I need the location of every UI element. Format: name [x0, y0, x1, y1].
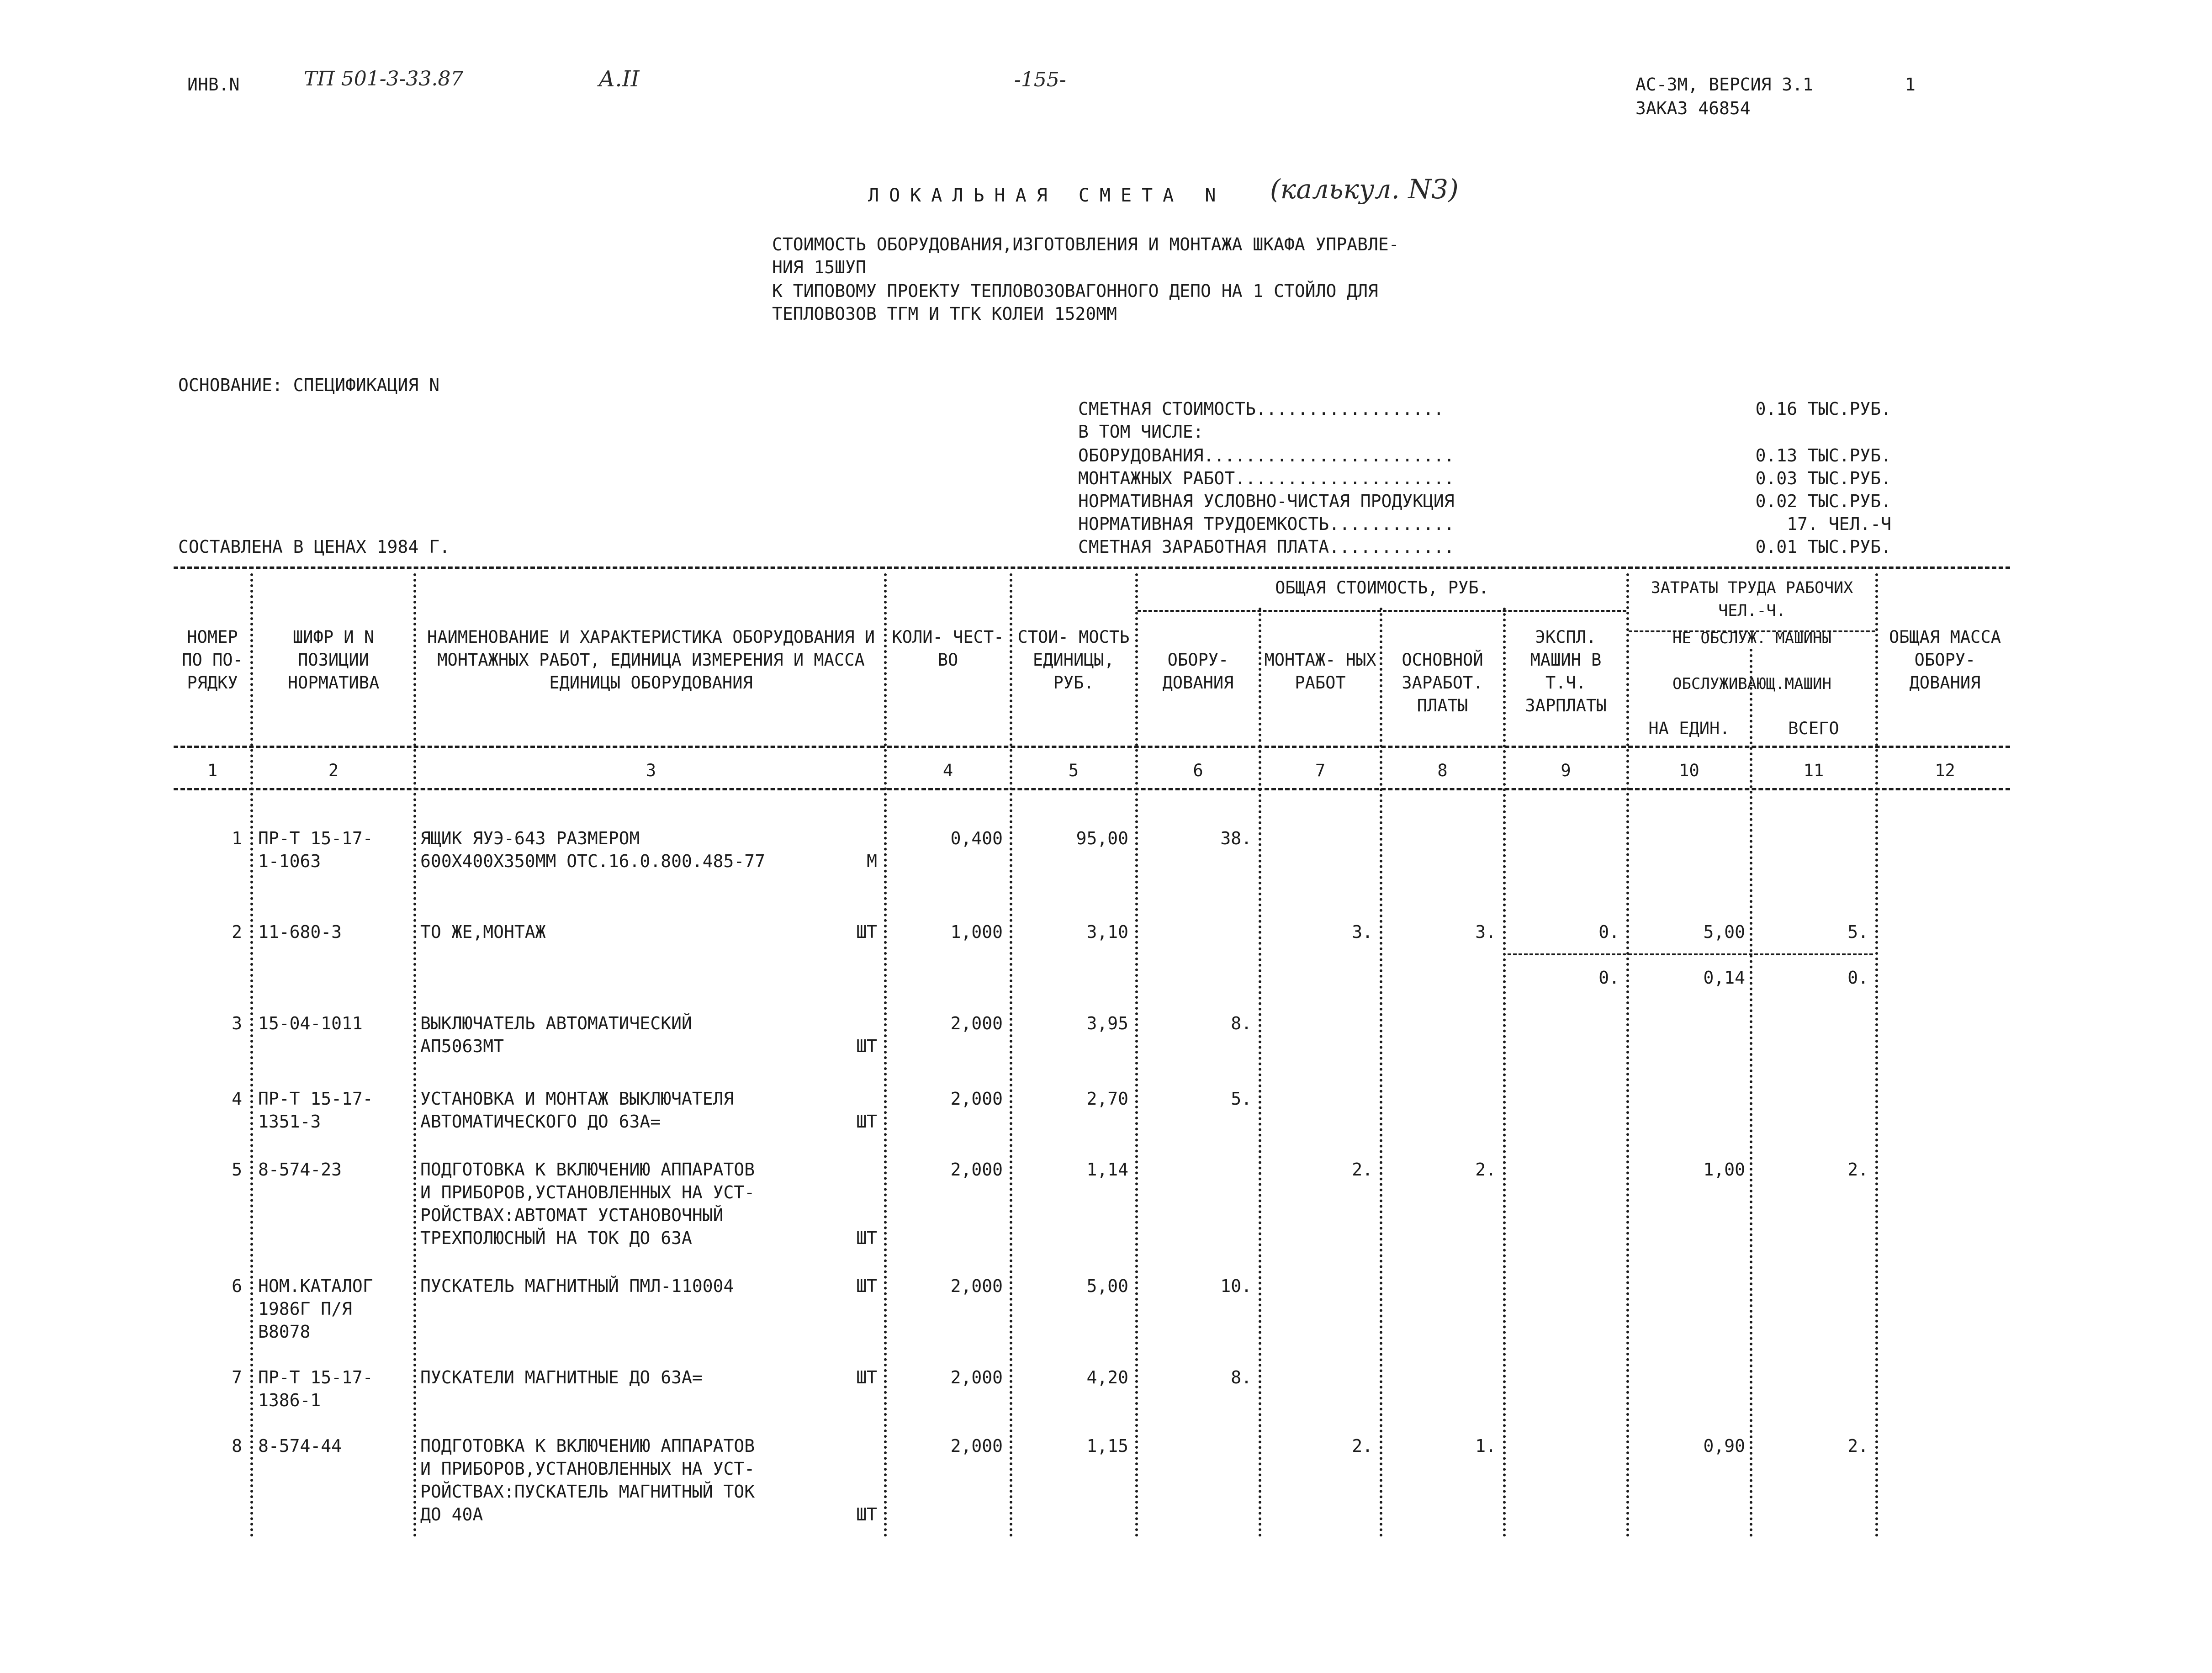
cell-unit-l: 1,00	[1703, 1159, 1745, 1180]
cell-name: ПУСКАТЕЛЬ МАГНИТНЫЙ ПМЛ-110004	[420, 1276, 734, 1296]
summary-value: 0.03 ТЫС.РУБ.	[1755, 468, 1891, 488]
description-line: К ТИПОВОМУ ПРОЕКТУ ТЕПЛОВОЗОВАГОННОГО ДЕПО НА 1 СТОЙЛО ДЛЯ	[772, 281, 1378, 301]
cell-qty: 1,000	[950, 922, 1003, 942]
col-number: 8	[1437, 761, 1448, 780]
col-header-name: НАИМЕНОВАНИЕ И ХАРАКТЕРИСТИКА ОБОРУДОВАНИЯ И МОНТАЖНЫХ РАБОТ, ЕДИНИЦА ИЗМЕРЕНИЯ И МАССА ЕДИНИЦЫ ОБОРУДОВАНИЯ	[427, 627, 875, 693]
cell-n: 4	[232, 1089, 242, 1109]
cell-total-l: 2.	[1847, 1436, 1868, 1456]
cell-name: ПУСКАТЕЛИ МАГНИТНЫЕ ДО 63А=	[420, 1367, 703, 1387]
summary-value: 17. ЧЕЛ.-Ч	[1787, 514, 1891, 534]
cell-mount: 2.	[1352, 1159, 1373, 1180]
cell-unit: М	[867, 851, 877, 871]
cell-unit: ШТ	[856, 1112, 877, 1132]
order-number: ЗАКАЗ 46854	[1635, 98, 1751, 118]
cell-qty: 2,000	[950, 1276, 1003, 1296]
col-header-wage: ОСНОВНОЙ ЗАРАБОТ. ПЛАТЫ	[1402, 650, 1483, 715]
summary-label: СМЕТНАЯ СТОИМОСТЬ..................	[1078, 399, 1444, 419]
cell-mach: 0.	[1598, 922, 1619, 942]
summary-label: В ТОМ ЧИСЛЕ:	[1078, 422, 1204, 442]
cell-unit-l: 0,90	[1703, 1436, 1745, 1456]
cell-mach2: 0.	[1598, 968, 1619, 988]
column-separator	[250, 573, 253, 1537]
column-separator	[1750, 649, 1752, 1537]
cell-unit: ШТ	[856, 922, 877, 942]
cell-n: 5	[232, 1159, 242, 1180]
header-bottom-rule	[174, 746, 2010, 748]
cell-price: 5,00	[1086, 1276, 1128, 1296]
cell-price: 3,10	[1086, 922, 1128, 942]
cell-qty: 2,000	[950, 1159, 1003, 1180]
description-line: СТОИМОСТЬ ОБОРУДОВАНИЯ,ИЗГОТОВЛЕНИЯ И МОНТАЖА ШКАФА УПРАВЛЕ-	[772, 234, 1399, 254]
summary-value: 0.13 ТЫС.РУБ.	[1755, 445, 1891, 466]
album-number: А.II	[598, 66, 640, 92]
cell-n: 1	[232, 828, 242, 848]
cell-code: 8-574-23	[258, 1159, 342, 1180]
cell-price: 95,00	[1076, 828, 1128, 848]
col-header-per-unit: НА ЕДИН.	[1648, 719, 1730, 738]
col-number: 6	[1193, 761, 1203, 780]
cell-unit: ШТ	[856, 1276, 877, 1296]
group-header-total-cost: ОБЩАЯ СТОИМОСТЬ, РУБ.	[1275, 578, 1489, 598]
col-header-qty: КОЛИ- ЧЕСТ- ВО	[892, 627, 1004, 670]
col-header-equipment: ОБОРУ- ДОВАНИЯ	[1162, 650, 1234, 693]
cell-code: НОМ.КАТАЛОГ 1986Г П/Я В8078	[258, 1276, 373, 1342]
cell-code: 15-04-1011	[258, 1013, 363, 1033]
cell-wage: 3.	[1475, 922, 1496, 942]
cell-n: 7	[232, 1367, 242, 1387]
cell-name: ЯЩИК ЯУЭ-643 РАЗМЕРОМ 600Х400Х350ММ ОТС.16.0.800.485-77	[420, 828, 765, 871]
summary-label: НОРМАТИВНАЯ УСЛОВНО-ЧИСТАЯ ПРОДУКЦИЯ	[1078, 491, 1455, 511]
cell-qty: 2,000	[950, 1013, 1003, 1033]
cell-name: ТО ЖЕ,МОНТАЖ	[420, 922, 546, 942]
col-number: 5	[1068, 761, 1079, 780]
page-number: -155-	[1014, 68, 1066, 91]
col-header-mass: ОБЩАЯ МАССА ОБОРУ- ДОВАНИЯ	[1889, 627, 2001, 693]
col-number: 2	[328, 761, 339, 780]
cell-n: 6	[232, 1276, 242, 1296]
cell-equip: 8.	[1231, 1367, 1252, 1387]
cell-equip: 10.	[1220, 1276, 1252, 1296]
group-header-labor: ЗАТРАТЫ ТРУДА РАБОЧИХ ЧЕЛ.-Ч.	[1651, 579, 1853, 620]
summary-label: НОРМАТИВНАЯ ТРУДОЕМКОСТЬ............	[1078, 514, 1455, 534]
col-number: 11	[1803, 761, 1824, 780]
col-number: 9	[1561, 761, 1571, 780]
sheet-number: 1	[1905, 74, 1916, 95]
summary-label: ОБОРУДОВАНИЯ........................	[1078, 445, 1455, 466]
cell-unit: ШТ	[856, 1228, 877, 1248]
cell-unit-l: 5,00	[1703, 922, 1745, 942]
cell-unit: ШТ	[856, 1504, 877, 1525]
col-header-code: ШИФР И N ПОЗИЦИИ НОРМАТИВА	[287, 627, 380, 693]
calc-note: (калькул. N3)	[1270, 174, 1459, 205]
cell-total-l2: 0.	[1847, 968, 1868, 988]
cell-wage: 1.	[1475, 1436, 1496, 1456]
column-separator	[884, 573, 887, 1537]
group-header-not-machines: НЕ ОБСЛУЖ. МАШИНЫ	[1672, 629, 1831, 647]
summary-value: 0.01 ТЫС.РУБ.	[1755, 537, 1891, 557]
cell-qty: 2,000	[950, 1436, 1003, 1456]
summary-value: 0.02 ТЫС.РУБ.	[1755, 491, 1891, 511]
col-number: 4	[942, 761, 953, 780]
cell-equip: 5.	[1231, 1089, 1252, 1109]
cell-total-l: 5.	[1847, 922, 1868, 942]
cell-code: 11-680-3	[258, 922, 342, 942]
cell-n: 8	[232, 1436, 242, 1456]
project-code: ТП 501-3-33.87	[304, 67, 464, 90]
cell-price: 2,70	[1086, 1089, 1128, 1109]
col-number: 12	[1935, 761, 1955, 780]
col-header-number: НОМЕР ПО ПО- РЯДКУ	[182, 627, 243, 693]
prices-note: СОСТАВЛЕНА В ЦЕНАХ 1984 Г.	[178, 537, 450, 557]
program-version: АС-3М, ВЕРСИЯ 3.1	[1635, 74, 1813, 95]
table-top-rule	[174, 566, 2010, 569]
cell-unit-l2: 0,14	[1703, 968, 1745, 988]
summary-label: СМЕТНАЯ ЗАРАБОТНАЯ ПЛАТА............	[1078, 537, 1455, 557]
column-separator	[413, 573, 416, 1537]
cell-price: 1,15	[1086, 1436, 1128, 1456]
col-header-mounting: МОНТАЖ- НЫХ РАБОТ	[1264, 650, 1376, 693]
col-number: 10	[1679, 761, 1699, 780]
col-header-machines: ЭКСПЛ. МАШИН В Т.Ч. ЗАРПЛАТЫ	[1525, 627, 1607, 715]
cell-total-l: 2.	[1847, 1159, 1868, 1180]
basis-label: ОСНОВАНИЕ: СПЕЦИФИКАЦИЯ N	[178, 375, 439, 395]
cell-code: ПР-Т 15-17- 1-1063	[258, 828, 373, 871]
cell-name: УСТАНОВКА И МОНТАЖ ВЫКЛЮЧАТЕЛЯ АВТОМАТИЧЕСКОГО ДО 63А=	[420, 1089, 734, 1132]
summary-label: МОНТАЖНЫХ РАБОТ.....................	[1078, 468, 1455, 488]
cell-code: 8-574-44	[258, 1436, 342, 1456]
col-number: 1	[207, 761, 218, 780]
column-separator	[1380, 608, 1382, 1537]
description-line: НИЯ 15ШУП	[772, 257, 866, 277]
cell-mount: 2.	[1352, 1436, 1373, 1456]
cell-equip: 38.	[1220, 828, 1252, 848]
cell-n: 2	[232, 922, 242, 942]
group-rule	[1138, 610, 1626, 612]
cell-unit: ШТ	[856, 1036, 877, 1056]
group-header-serving: ОБСЛУЖИВАЮЩ.МАШИН	[1672, 675, 1831, 693]
description-line: ТЕПЛОВОЗОВ ТГМ И ТГК КОЛЕИ 1520ММ	[772, 304, 1117, 324]
cell-n: 3	[232, 1013, 242, 1033]
cell-unit: ШТ	[856, 1367, 877, 1387]
subrow-rule	[1508, 953, 1873, 955]
cell-name: ВЫКЛЮЧАТЕЛЬ АВТОМАТИЧЕСКИЙ АП5063МТ	[420, 1013, 692, 1056]
cell-qty: 0,400	[950, 828, 1003, 848]
cell-code: ПР-Т 15-17- 1386-1	[258, 1367, 373, 1410]
col-header-unit-cost: СТОИ- МОСТЬ ЕДИНИЦЫ, РУБ.	[1017, 627, 1130, 693]
col-number: 3	[646, 761, 656, 780]
cell-mount: 3.	[1352, 922, 1373, 942]
inventory-label: ИНВ.N	[187, 74, 240, 95]
cell-price: 3,95	[1086, 1013, 1128, 1033]
column-separator	[1503, 608, 1506, 1537]
cell-name: ПОДГОТОВКА К ВКЛЮЧЕНИЮ АППАРАТОВ И ПРИБОРОВ,УСТАНОВЛЕННЫХ НА УСТ- РОЙСТВАХ:ПУСКАТЕЛЬ МАГНИТНЫЙ ТОК ДО 40А	[420, 1436, 755, 1525]
cell-qty: 2,000	[950, 1367, 1003, 1387]
summary-value: 0.16 ТЫС.РУБ.	[1755, 399, 1891, 419]
column-separator	[1135, 573, 1138, 1537]
column-separator	[1259, 608, 1261, 1537]
column-separator	[1010, 573, 1012, 1537]
col-number: 7	[1315, 761, 1326, 780]
cell-price: 1,14	[1086, 1159, 1128, 1180]
estimate-title: ЛОКАЛЬНАЯ СМЕТА N	[868, 185, 1226, 206]
cell-name: ПОДГОТОВКА К ВКЛЮЧЕНИЮ АППАРАТОВ И ПРИБОРОВ,УСТАНОВЛЕННЫХ НА УСТ- РОЙСТВАХ:АВТОМАТ УСТАНОВОЧНЫЙ ТРЕХПОЛЮСНЫЙ НА ТОК ДО 63А	[420, 1159, 755, 1248]
cell-qty: 2,000	[950, 1089, 1003, 1109]
numbers-bottom-rule	[174, 788, 2010, 790]
cell-equip: 8.	[1231, 1013, 1252, 1033]
cell-price: 4,20	[1086, 1367, 1128, 1387]
column-separator	[1875, 573, 1878, 1537]
cell-wage: 2.	[1475, 1159, 1496, 1180]
cell-code: ПР-Т 15-17- 1351-3	[258, 1089, 373, 1132]
col-header-total: ВСЕГО	[1788, 719, 1839, 738]
